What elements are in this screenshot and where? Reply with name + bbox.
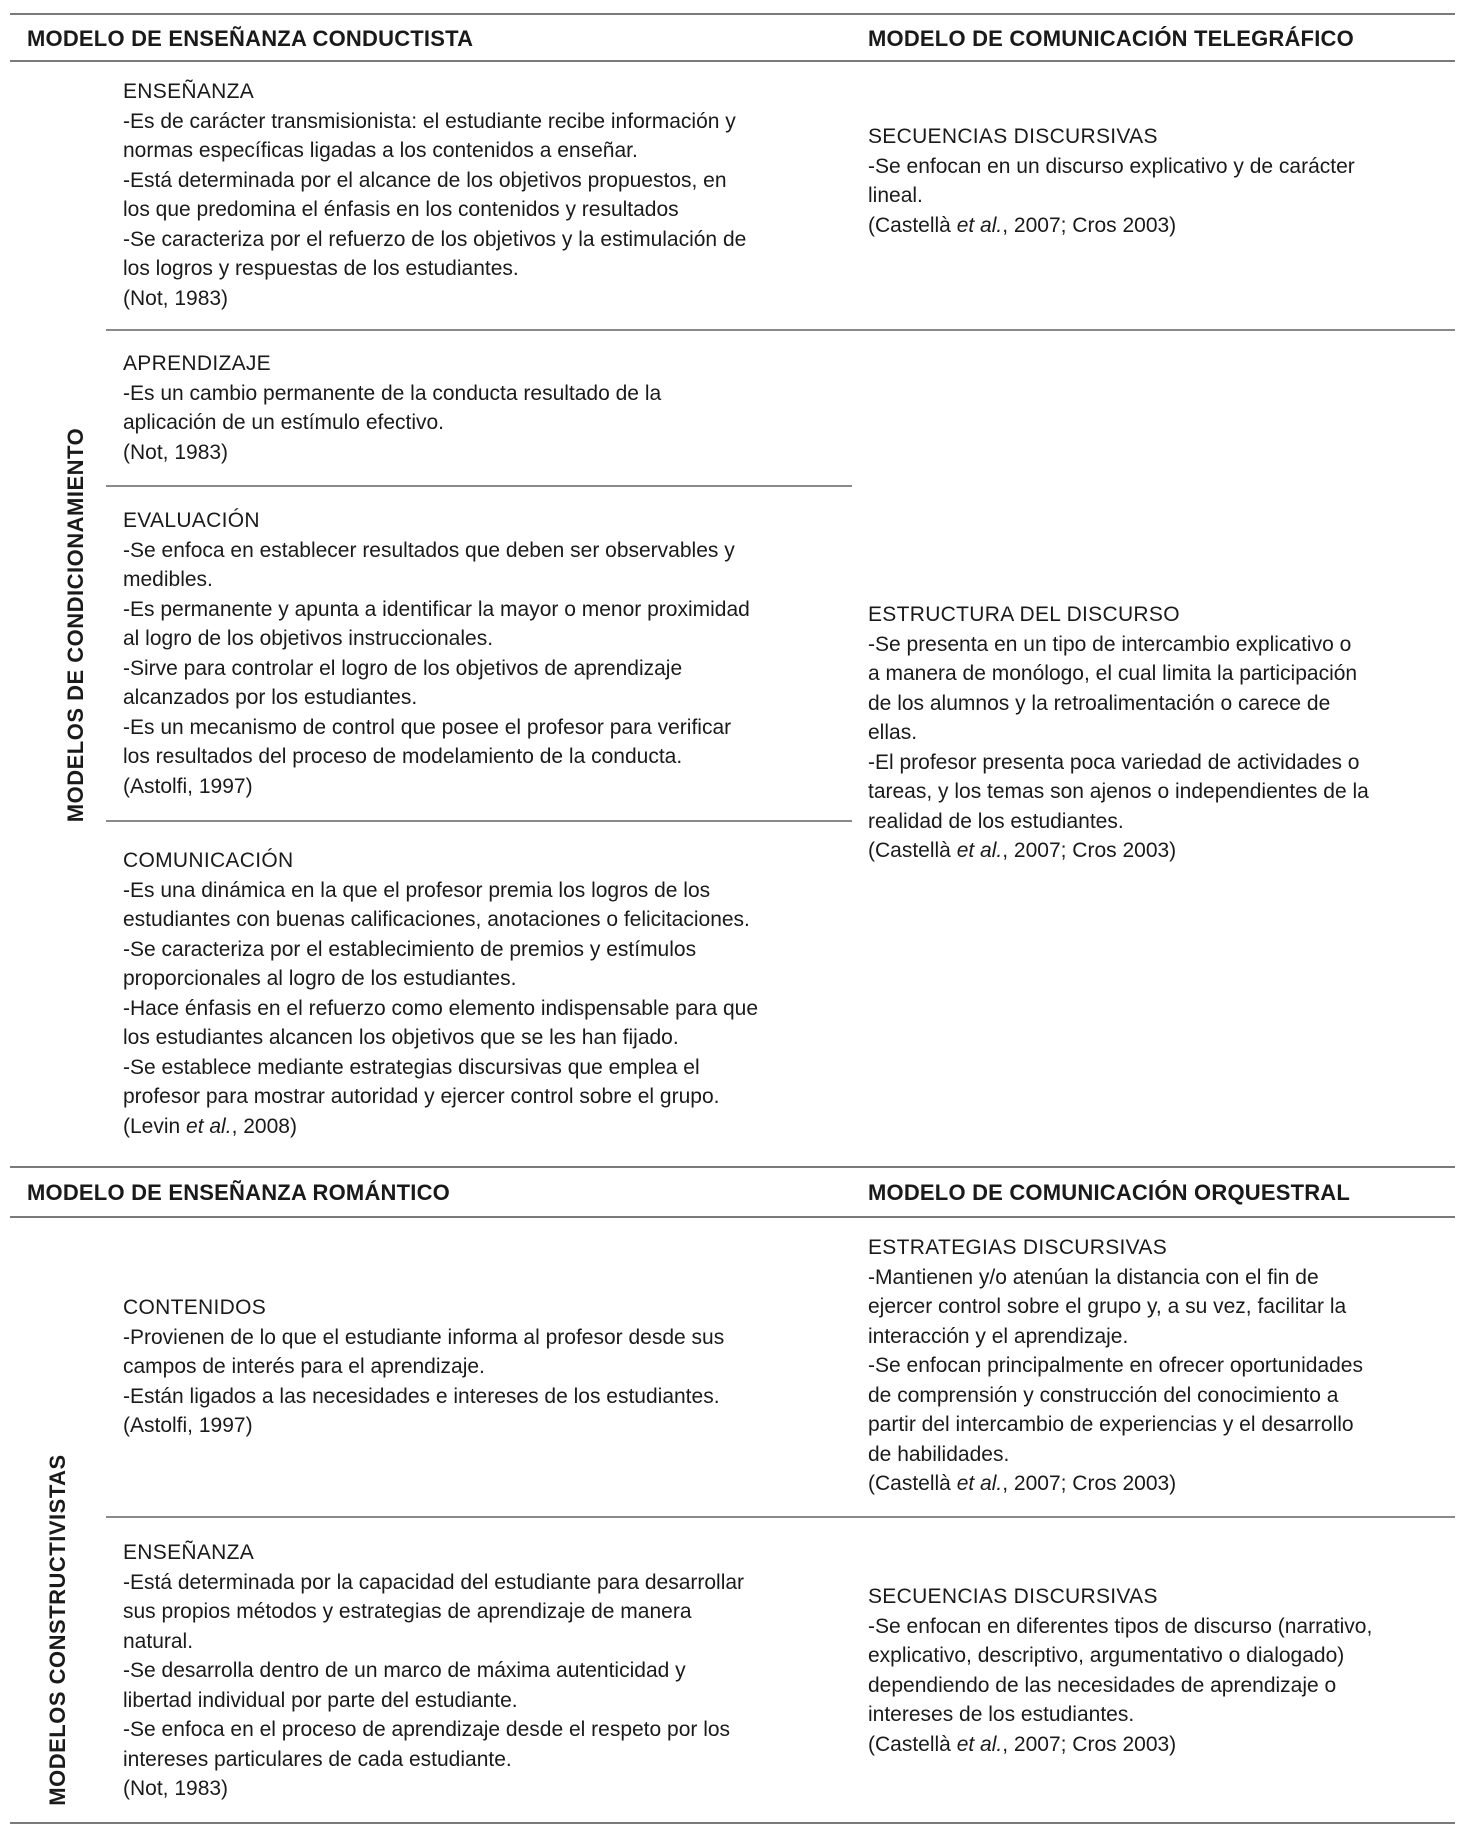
cell-text-line: libertad individual por parte del estudiante. [123,1688,518,1712]
citation [123,772,750,802]
citation-pre: (Astolfi, 1997) [123,1414,253,1437]
cell-heading: CONTENIDOS [123,1296,267,1319]
table-bottom-rule [10,1822,1455,1824]
cell-text-line: los estudiantes alcancen los objetivos que se les han fijado. [123,1026,679,1049]
citation-pre: (Castellà [868,1472,957,1495]
left-column-header: MODELO DE ENSEÑANZA CONDUCTISTA [27,26,474,51]
cell-heading: ENSEÑANZA [123,1541,255,1564]
cell-text-line: -Está determinada por la capacidad del estudiante para desarrollar [123,1570,745,1594]
cell-text-line: natural. [123,1629,194,1653]
cell-heading: ENSEÑANZA [123,80,255,103]
citation-pre: (Castellà [868,213,957,237]
cell-text-line: explicativo, descriptivo, argumentativo o dialogado) [868,1644,1345,1667]
cell-text-line: de habilidades. [868,1442,1010,1466]
cell-secuencias-discursivas [868,1582,1372,1759]
cell-heading: APRENDIZAJE [123,352,271,375]
citation-pre: (Levin [123,1114,187,1138]
cell-heading: ESTRATEGIAS DISCURSIVAS [868,1236,1168,1259]
citation-em: et al. [956,213,1003,237]
cell-text-line: -Es de carácter transmisionista: el estudiante recibe información y [123,109,736,133]
cell-estructura-discurso [868,600,1369,866]
citation [123,1112,758,1142]
citation [868,1469,1363,1499]
section-rule [10,1166,1455,1168]
cell-text-line: -Hace énfasis en el refuerzo como elemento indispensable para que [123,996,759,1020]
citation-post: , 2007; Cros 2003) [1002,1472,1177,1495]
citation-em: et al. [956,1732,1003,1756]
citation-post: , 2008) [231,1114,297,1138]
citation [123,1774,744,1804]
cell-text-line: normas específicas ligadas a los contenidos a enseñar. [123,139,638,162]
citation [123,1411,724,1441]
cell-text-line: realidad de los estudiantes. [868,809,1124,833]
cell-text-line: -Se enfocan principalmente en ofrecer oportunidades [868,1354,1363,1377]
side-label: MODELOS CONSTRUCTIVISTAS [45,1454,70,1806]
cell-text-line: -Se presenta en un tipo de intercambio explicativo o [868,632,1352,656]
cell-text-line: -Es una dinámica en la que el profesor premia los logros de los [123,878,711,902]
cell-text-line: a manera de monólogo, el cual limita la participación [868,662,1358,685]
cell-heading: ESTRUCTURA DEL DISCURSO [868,603,1180,626]
cell-contenidos [123,1293,724,1441]
cell-text-line: dependiendo de las necesidades de aprendizaje o [868,1673,1337,1697]
cell-text-line: al logro de los objetivos instruccionales. [123,627,494,650]
cell-text-line: intereses de los estudiantes. [868,1703,1135,1726]
cell-text-line: -Provienen de lo que el estudiante informa al profesor desde sus [123,1325,725,1349]
cell-text-line: -Está determinada por el alcance de los objetivos propuestos, en [123,168,727,192]
cell-text-line: -Se caracteriza por el establecimiento de premios y estímulos [123,937,697,961]
row-divider [106,329,1455,331]
cell-text-line: medibles. [123,568,213,591]
cell-text-line: -Se desarrolla dentro de un marco de máxima autenticidad y [123,1659,686,1682]
right-column-header: MODELO DE COMUNICACIÓN ORQUESTRAL [868,1180,1351,1205]
cell-text-line: -Se enfoca en el proceso de aprendizaje desde el respeto por los [123,1718,731,1741]
row-divider [106,820,852,822]
cell-heading: SECUENCIAS DISCURSIVAS [868,125,1158,148]
cell-text-line: sus propios métodos y estrategias de aprendizaje de manera [123,1600,692,1623]
citation-em: et al. [956,839,1003,862]
cell-text-line: -Se establece mediante estrategias discursivas que emplea el [123,1055,700,1079]
table-top-rule [10,13,1455,15]
citation-pre: (Not, 1983) [123,1777,229,1800]
citation-post: , 2007; Cros 2003) [1002,1732,1177,1756]
cell-text-line: ejercer control sobre el grupo y, a su vez, facilitar la [868,1295,1347,1318]
cell-aprendizaje [123,349,661,467]
citation [123,284,746,314]
cell-heading: COMUNICACIÓN [123,849,294,872]
cell-text-line: partir del intercambio de experiencias y el desarrollo [868,1413,1354,1436]
cell-text-line: -Mantienen y/o atenúan la distancia con el fin de [868,1265,1319,1289]
cell-ensenanza [123,1538,744,1804]
cell-evaluacion [123,506,750,801]
cell-text-line: de los alumnos y la retroalimentación o carece de [868,691,1331,715]
cell-secuencias-discursivas [868,122,1355,240]
citation-post: , 2007; Cros 2003) [1002,839,1177,862]
citation-pre: (Astolfi, 1997) [123,774,253,798]
cell-text-line: -El profesor presenta poca variedad de actividades o [868,750,1360,774]
cell-text-line: -Se enfoca en establecer resultados que deben ser observables y [123,538,735,562]
citation [123,438,661,468]
cell-text-line: -Están ligados a las necesidades e intereses de los estudiantes. [123,1384,720,1408]
cell-text-line: alcanzados por los estudiantes. [123,686,418,709]
cell-text-line: -Es un cambio permanente de la conducta resultado de la [123,381,662,405]
cell-text-line: estudiantes con buenas calificaciones, anotaciones o felicitaciones. [123,908,750,931]
cell-text-line: -Se enfocan en diferentes tipos de discurso (narrativo, [868,1614,1373,1638]
cell-text-line: -Se caracteriza por el refuerzo de los objetivos y la estimulación de [123,227,747,251]
cell-text-line: -Es un mecanismo de control que posee el profesor para verificar [123,715,732,739]
citation [868,211,1355,241]
cell-estrategias-discursivas [868,1233,1363,1499]
row-divider [106,485,852,487]
cell-text-line: ellas. [868,721,918,744]
cell-text-line: aplicación de un estímulo efectivo. [123,411,445,434]
row-divider [106,1516,1455,1518]
cell-comunicacion [123,846,758,1141]
citation [868,836,1369,866]
citation-post: , 2007; Cros 2003) [1002,213,1177,237]
cell-text-line: tareas, y los temas son ajenos o independientes de la [868,780,1369,803]
cell-heading: EVALUACIÓN [123,509,260,532]
side-label: MODELOS DE CONDICIONAMIENTO [63,427,88,823]
left-column-header: MODELO DE ENSEÑANZA ROMÁNTICO [27,1180,450,1205]
cell-text-line: los que predomina el énfasis en los contenidos y resultados [123,198,679,221]
citation-pre: (Castellà [868,1732,957,1756]
cell-text-line: -Es permanente y apunta a identificar la mayor o menor proximidad [123,597,750,621]
right-column-header: MODELO DE COMUNICACIÓN TELEGRÁFICO [868,26,1354,51]
header-rule [10,1216,1455,1218]
cell-text-line: de comprensión y construcción del conocimiento a [868,1383,1339,1407]
cell-ensenanza [123,77,746,313]
citation-em: et al. [956,1472,1003,1495]
cell-text-line: proporcionales al logro de los estudiantes. [123,967,517,990]
cell-text-line: los resultados del proceso de modelamiento de la conducta. [123,745,683,768]
citation-pre: (Not, 1983) [123,286,229,310]
citation [868,1730,1372,1760]
citation-pre: (Not, 1983) [123,440,229,464]
cell-heading: SECUENCIAS DISCURSIVAS [868,1585,1158,1608]
cell-text-line: profesor para mostrar autoridad y ejercer control sobre el grupo. [123,1085,720,1108]
cell-text-line: lineal. [868,184,923,207]
cell-text-line: los logros y respuestas de los estudiantes. [123,257,519,280]
cell-text-line: -Sirve para controlar el logro de los objetivos de aprendizaje [123,656,683,680]
header-rule [10,60,1455,62]
citation-em: et al. [186,1114,232,1138]
cell-text-line: intereses particulares de cada estudiante. [123,1747,512,1771]
cell-text-line: -Se enfocan en un discurso explicativo y de carácter [868,154,1355,178]
cell-text-line: interacción y el aprendizaje. [868,1324,1129,1348]
cell-text-line: campos de interés para el aprendizaje. [123,1355,485,1378]
citation-pre: (Castellà [868,839,957,862]
